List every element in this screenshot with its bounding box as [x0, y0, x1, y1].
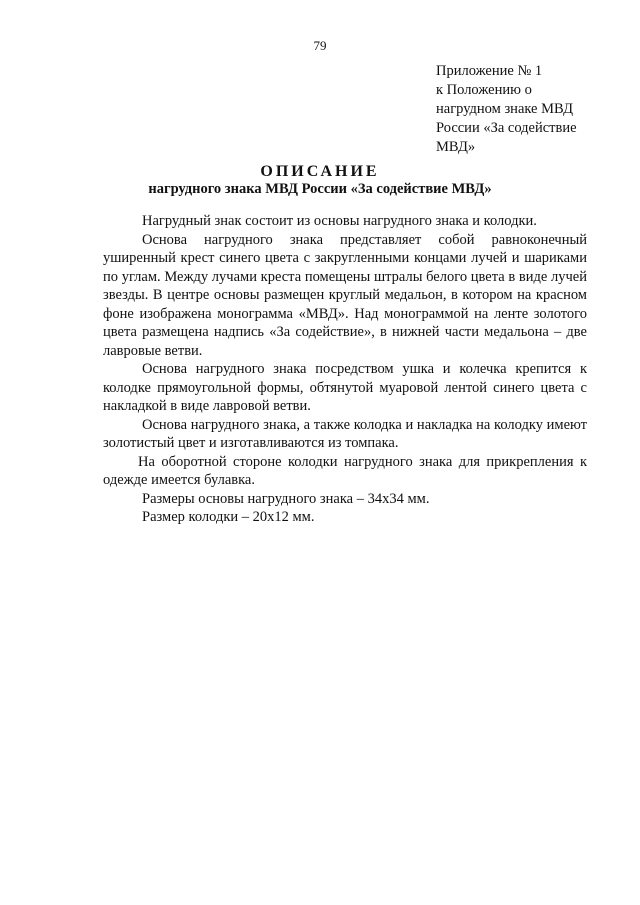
appendix-line: России «За содействие [436, 120, 577, 136]
appendix-reference [436, 62, 616, 157]
appendix-line: к Положению о [436, 82, 532, 98]
paragraph: Нагрудный знак состоит из основы нагрудного знака и колодки. [142, 213, 537, 229]
appendix-line: нагрудном знаке МВД [436, 101, 574, 117]
document-body [103, 212, 587, 527]
paragraph: Основа нагрудного знака посредством ушка и колечка крепится к колодке прямоугольной формы, обтянутой муаровой лентой синего цвета с накладкой в виде лавровой ветви. [103, 361, 587, 414]
document-subtitle: нагрудного знака МВД России «За содействие МВД» [148, 181, 492, 197]
appendix-line: МВД» [436, 139, 476, 155]
appendix-line: Приложение № 1 [436, 63, 543, 79]
paragraph: Размер колодки – 20х12 мм. [142, 509, 315, 525]
paragraph: Основа нагрудного знака, а также колодка и накладка на колодку имеют золотистый цвет и изготавливаются из томпака. [103, 416, 587, 451]
paragraph: Размеры основы нагрудного знака – 34х34 мм. [142, 490, 430, 507]
paragraph: Основа нагрудного знака представляет собой равноконечный уширенный крест синего цвета с закругленными концами лучей и шариками по углам. Между лучами креста помещены штралы белого цвета в виде лучей звезды. В центре основы размещен круглый медальон, в котором на красном фоне изображена монограмма «МВД». Над монограммой на ленте золотого цвета размещена надпись «За содействие», в нижней части медальона – две лавровые ветви. [103, 231, 587, 359]
paragraph: На оборотной стороне колодки нагрудного знака для прикрепления к одежде имеется булавка. [103, 453, 587, 488]
page-number: 79 [313, 38, 327, 53]
document-title: ОПИСАНИЕ [260, 163, 380, 180]
